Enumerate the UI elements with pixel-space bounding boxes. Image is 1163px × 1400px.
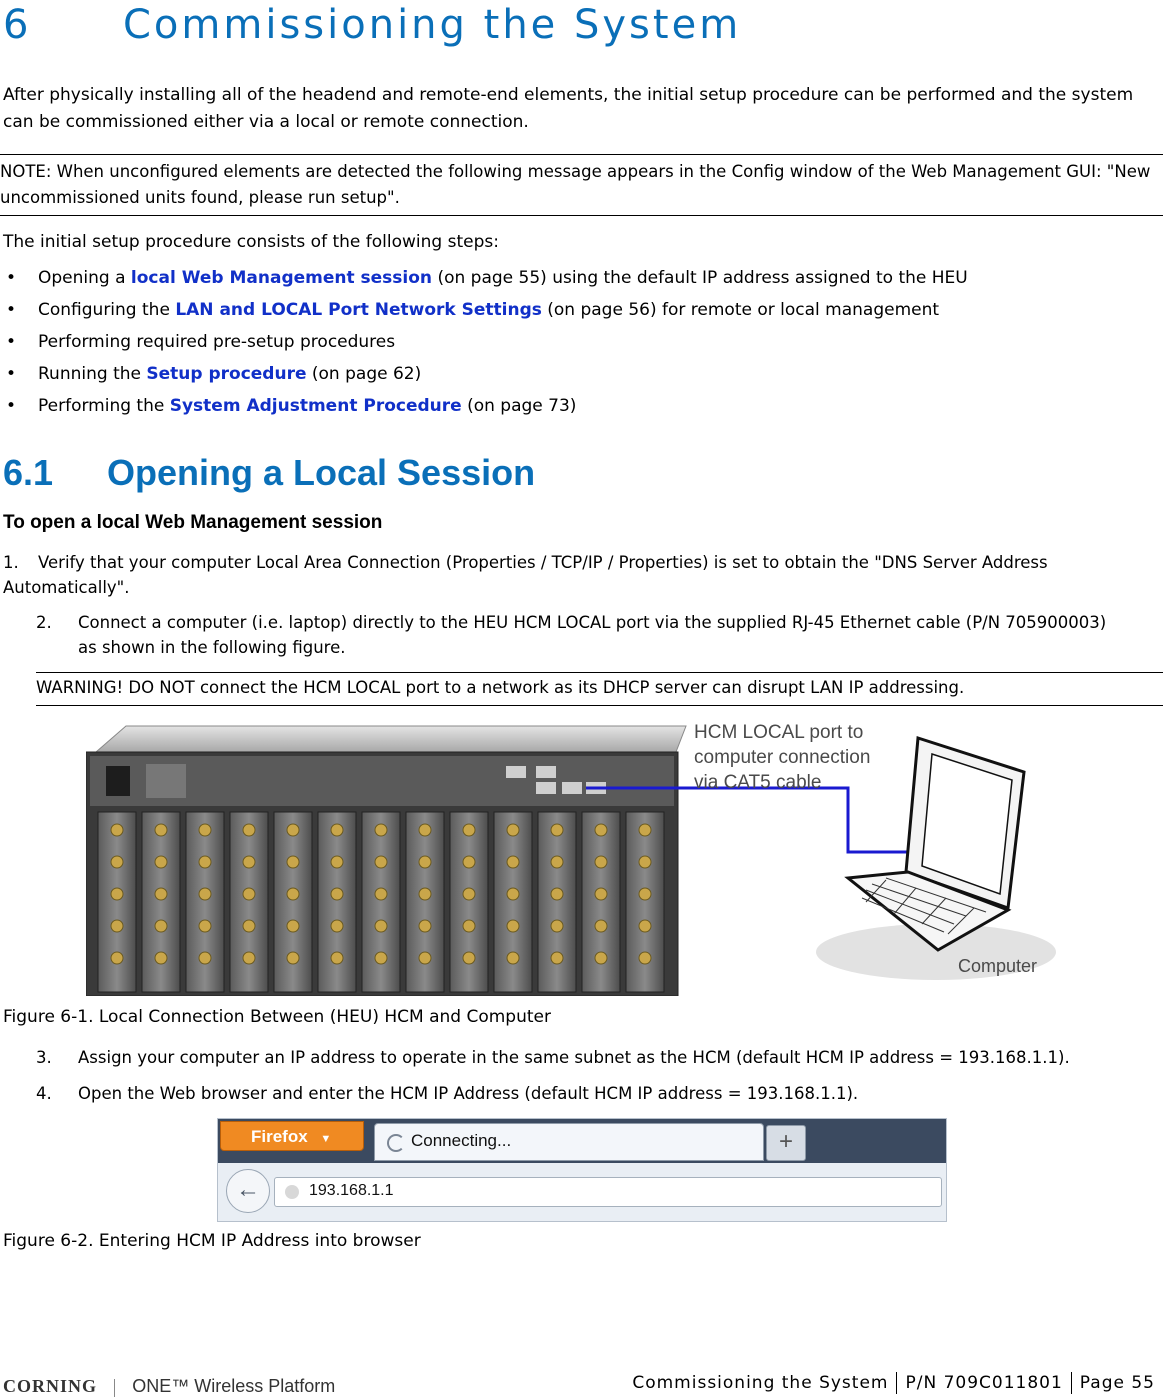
chapter-heading (3, 2, 741, 48)
heu-chassis-illustration (86, 712, 1066, 996)
step-4 (36, 1081, 1163, 1106)
footer-divider (114, 1379, 115, 1397)
callout-line: computer connection (694, 747, 871, 768)
figure1-caption: Figure 6-1. Local Connection Between (HEU) HCM and Computer (3, 1007, 551, 1027)
callout-label (694, 720, 870, 795)
step-text: Open the Web browser and enter the HCM IP Address (default HCM IP address = 193.168.1.1). (78, 1084, 859, 1103)
footer-branding (3, 1376, 335, 1400)
step-text: Assign your computer an IP address to operate in the same subnet as the HCM (default HCM IP address = 193.168.1.1). (78, 1048, 1070, 1067)
footer-part-number: P/N 709C011801 (905, 1373, 1063, 1393)
bullet-text: (on page 55) using the default IP address assigned to the HEU (432, 268, 968, 288)
section-number: 6.1 (3, 452, 54, 493)
figure2-caption: Figure 6-2. Entering HCM IP Address into browser (3, 1231, 421, 1251)
bullet-text: Performing the (38, 396, 170, 416)
chapter-number: 6 (3, 2, 32, 48)
globe-icon (285, 1185, 299, 1199)
step-text: Connect a computer (i.e. laptop) directly to the HEU HCM LOCAL port via the supplied RJ-45 Ethernet cable (P/N 705900003) as shown in the following figure. (78, 613, 1107, 657)
footer-section: Commissioning the System (632, 1373, 889, 1393)
link-lan-local-port[interactable]: LAN and LOCAL Port Network Settings (175, 300, 542, 320)
step-1 (3, 550, 1163, 600)
bullet-item (0, 294, 968, 326)
bullet-item (0, 390, 968, 422)
bullet-text: (on page 62) (306, 364, 422, 384)
callout-line: via CAT5 cable (694, 772, 822, 793)
bullet-text: Performing required pre-setup procedures (38, 332, 396, 352)
bullet-text: (on page 56) for remote or local management (541, 300, 940, 320)
firefox-menu-button[interactable] (220, 1121, 364, 1151)
step-2 (36, 610, 1126, 660)
chevron-down-icon: ▼ (320, 1133, 332, 1145)
tab-title: Connecting... (411, 1131, 512, 1150)
chapter-title: Commissioning the System (123, 2, 742, 48)
bullet-text: Opening a (38, 268, 131, 288)
footer-separator (896, 1372, 897, 1394)
new-tab-button[interactable]: + (766, 1125, 806, 1161)
step-number: 2. (36, 613, 52, 632)
url-text: 193.168.1.1 (309, 1182, 394, 1199)
step-number: 3. (36, 1048, 52, 1067)
footer-page-number: Page 55 (1079, 1373, 1155, 1393)
computer-label: Computer (958, 956, 1038, 976)
bullet-item (0, 358, 968, 390)
section-title: Opening a Local Session (107, 452, 536, 493)
section-heading (3, 452, 535, 494)
link-setup-procedure[interactable]: Setup procedure (146, 364, 307, 384)
loading-spinner-icon (387, 1134, 405, 1152)
bullet-item (0, 262, 968, 294)
bullet-text: (on page 73) (461, 396, 577, 416)
back-button[interactable]: ← (226, 1169, 270, 1213)
step-number: 4. (36, 1084, 52, 1103)
bullet-text: Configuring the (38, 300, 176, 320)
step-text: Verify that your computer Local Area Connection (Properties / TCP/IP / Properties) is set to obtain the "DNS Server Address Automatically". (3, 553, 1048, 597)
figure-local-connection (86, 712, 1066, 996)
link-system-adjustment[interactable]: System Adjustment Procedure (169, 396, 462, 416)
intro-paragraph: After physically installing all of the headend and remote-end elements, the initial setup procedure can be performed and the system can be commissioned either via a local or remote connection. (3, 85, 1134, 132)
firefox-label: Firefox (251, 1127, 308, 1146)
footer-page-info (632, 1372, 1155, 1394)
steps-bullet-list (0, 262, 968, 422)
link-local-web-management[interactable]: local Web Management session (130, 268, 433, 288)
note-box: NOTE: When unconfigured elements are detected the following message appears in the Config window of the Web Management GUI: "New uncommissioned units found, please run setup". (0, 154, 1163, 216)
step-3 (36, 1045, 1163, 1070)
tab-connecting[interactable] (374, 1123, 764, 1161)
url-bar[interactable] (274, 1177, 942, 1207)
bullet-item (0, 326, 968, 358)
footer-separator (1071, 1372, 1072, 1394)
step-number: 1. (3, 553, 19, 572)
browser-screenshot (217, 1118, 947, 1222)
corning-logo: CORNING (3, 1376, 98, 1396)
callout-line: HCM LOCAL port to (694, 722, 864, 743)
warning-box: WARNING! DO NOT connect the HCM LOCAL port to a network as its DHCP server can disrupt LAN IP addressing. (36, 672, 1163, 706)
steps-intro: The initial setup procedure consists of the following steps: (3, 232, 499, 252)
bullet-text: Running the (38, 364, 147, 384)
procedure-title: To open a local Web Management session (3, 512, 383, 533)
one-platform-logo: ONE™ Wireless Platform (132, 1376, 336, 1396)
